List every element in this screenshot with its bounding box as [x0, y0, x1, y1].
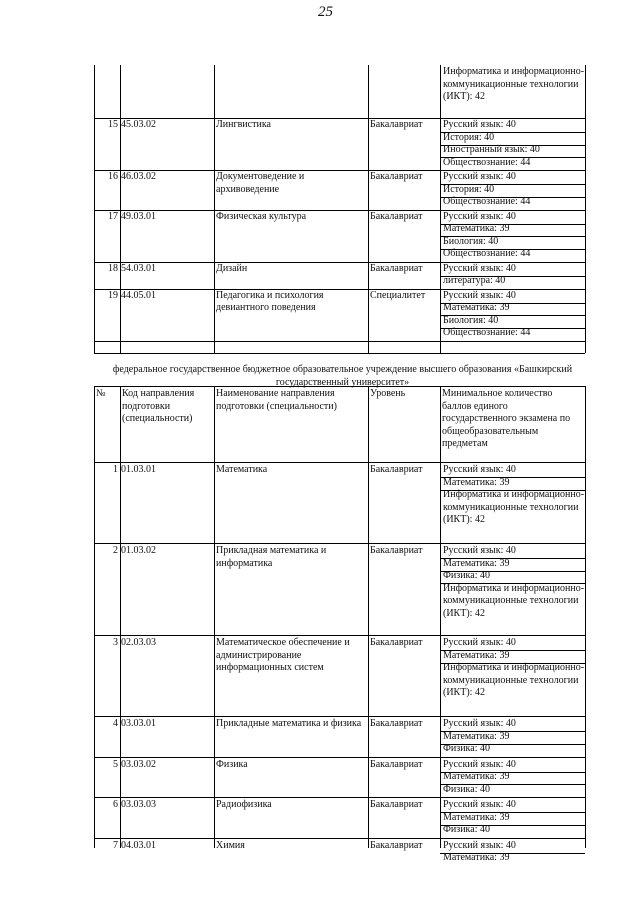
- col-number-header: №: [96, 388, 106, 399]
- row-number: 18: [108, 262, 118, 274]
- col-min-score-header: баллов единого: [442, 400, 508, 412]
- row-number: 19: [108, 289, 118, 301]
- subject-score: Русский язык: 40: [443, 637, 516, 648]
- row-number: 16: [108, 171, 118, 182]
- row-divider: [94, 462, 585, 463]
- subject-score: коммуникационные технологии: [443, 595, 579, 606]
- subject-score: Иностранный язык: 40: [443, 144, 540, 155]
- subject-score: Математика: 39: [443, 476, 510, 488]
- subject-score: Русский язык: 40: [443, 758, 516, 770]
- subject-score: Обществознание: 44: [443, 156, 531, 168]
- subject-score: Математика: 39: [443, 557, 510, 569]
- university-heading: государственный университет»: [275, 376, 410, 388]
- row-divider: [94, 757, 585, 758]
- education-level: Бакалавриат: [370, 171, 423, 182]
- subject-score: литература: 40: [443, 275, 506, 286]
- education-level: Бакалавриат: [370, 637, 423, 648]
- subject-score: коммуникационные технологии: [443, 501, 579, 513]
- direction-code: 45.03.02: [121, 119, 156, 130]
- direction-code: 54.03.01: [121, 262, 156, 274]
- education-level: Бакалавриат: [370, 839, 423, 851]
- subject-score: Информатика и информационно-: [443, 662, 585, 673]
- col-min-score-header: государственного экзамена по: [442, 413, 571, 424]
- column-divider: [440, 386, 441, 848]
- subject-score: (ИКТ): 42: [443, 91, 485, 102]
- direction-name: Математика: [216, 464, 268, 475]
- col-level-header: Уровень: [370, 388, 406, 399]
- direction-code: 44.05.01: [121, 289, 156, 301]
- page-number: 25: [318, 4, 333, 20]
- column-divider: [214, 65, 215, 353]
- col-code-header: подготовки: [122, 400, 171, 412]
- subject-score: Математика: 39: [443, 302, 510, 313]
- column-divider: [368, 386, 369, 848]
- column-divider: [585, 65, 586, 353]
- column-divider: [94, 386, 95, 848]
- direction-name: Математическое обеспечение и: [216, 637, 350, 648]
- direction-name: архивоведение: [216, 183, 280, 195]
- subject-score: Информатика и информационно-: [443, 489, 585, 500]
- education-level: Бакалавриат: [370, 758, 423, 770]
- row-number: 15: [108, 119, 118, 130]
- subject-score: Русский язык: 40: [443, 210, 516, 222]
- education-level: Бакалавриат: [370, 119, 423, 130]
- subject-score: Русский язык: 40: [443, 799, 516, 810]
- subject-score: Математика: 39: [443, 223, 510, 234]
- row-number: 2: [113, 545, 118, 556]
- row-number: 17: [108, 210, 118, 222]
- direction-code: 03.03.02: [121, 758, 156, 770]
- col-min-score-header: Минимальное количество: [442, 388, 553, 399]
- direction-name: Химия: [216, 839, 245, 851]
- col-code-header: (специальности): [122, 413, 193, 424]
- col-name-header: Наименование направления: [216, 388, 335, 399]
- direction-code: 01.03.02: [121, 545, 156, 556]
- direction-name: администрирование: [216, 649, 302, 661]
- col-name-header: подготовки (специальности): [216, 400, 337, 412]
- subject-score: (ИКТ): 42: [443, 514, 485, 525]
- subject-score: Физика: 40: [443, 824, 490, 835]
- row-number: 5: [113, 758, 118, 770]
- subject-score: Физика: 40: [443, 783, 490, 795]
- direction-name: Лингвистика: [216, 119, 271, 130]
- column-divider: [120, 65, 121, 353]
- col-min-score-header: предметам: [442, 438, 488, 449]
- subject-score: Русский язык: 40: [443, 289, 516, 301]
- row-divider: [94, 797, 585, 798]
- row-divider: [94, 543, 585, 544]
- education-level: Бакалавриат: [370, 210, 423, 222]
- subject-score: Обществознание: 44: [443, 196, 531, 207]
- education-level: Бакалавриат: [370, 799, 423, 810]
- education-level: Бакалавриат: [370, 545, 423, 556]
- direction-code: 46.03.02: [121, 171, 156, 182]
- subject-score: Физика: 40: [443, 570, 490, 581]
- row-number: 7: [113, 839, 118, 851]
- subject-score: Русский язык: 40: [443, 464, 516, 475]
- direction-name: девиантного поведения: [216, 302, 316, 313]
- direction-code: 01.03.01: [121, 464, 156, 475]
- subject-score: коммуникационные технологии: [443, 674, 579, 686]
- education-level: Специалитет: [370, 289, 426, 301]
- subject-score: (ИКТ): 42: [443, 607, 485, 619]
- column-divider: [585, 386, 586, 848]
- subject-score: коммуникационные технологии: [443, 78, 579, 90]
- subject-score: Математика: 39: [443, 730, 510, 742]
- direction-name: информатика: [216, 557, 273, 569]
- subject-score: Обществознание: 44: [443, 248, 531, 259]
- row-divider: [94, 635, 585, 636]
- column-divider: [368, 65, 369, 353]
- university-heading: федеральное государственное бюджетное образовательное учреждение высшего образования «Башкирский: [112, 363, 573, 375]
- direction-code: 02.03.03: [121, 637, 156, 648]
- column-divider: [94, 65, 95, 353]
- subject-score: История: 40: [443, 183, 495, 195]
- subject-score: Математика: 39: [443, 852, 510, 863]
- subject-score: Математика: 39: [443, 649, 510, 661]
- subject-score: Русский язык: 40: [443, 119, 516, 130]
- direction-name: Педагогика и психология: [216, 289, 324, 301]
- subject-score: Биология: 40: [443, 235, 499, 247]
- row-number: 1: [113, 464, 118, 475]
- column-divider: [214, 386, 215, 848]
- subject-score: Русский язык: 40: [443, 545, 516, 556]
- row-number: 3: [113, 637, 118, 648]
- direction-code: 04.03.01: [121, 839, 156, 851]
- row-number: 6: [113, 799, 118, 810]
- direction-name: Физика: [216, 758, 248, 770]
- direction-code: 03.03.03: [121, 799, 156, 810]
- education-level: Бакалавриат: [370, 262, 423, 274]
- subject-score: Русский язык: 40: [443, 839, 516, 851]
- direction-name: Радиофизика: [216, 799, 272, 810]
- subject-score: История: 40: [443, 131, 495, 143]
- direction-code: 03.03.01: [121, 718, 156, 729]
- direction-name: информационных систем: [216, 662, 324, 673]
- subject-score: Математика: 39: [443, 811, 510, 823]
- row-number: 4: [113, 718, 118, 729]
- subject-score: Русский язык: 40: [443, 262, 516, 274]
- subject-score: Физика: 40: [443, 743, 490, 754]
- subject-score: Биология: 40: [443, 314, 499, 326]
- direction-name: Документоведение и: [216, 171, 305, 182]
- row-divider: [94, 353, 585, 354]
- column-divider: [440, 65, 441, 353]
- education-level: Бакалавриат: [370, 718, 423, 729]
- direction-name: Физическая культура: [216, 210, 307, 222]
- subject-score: Русский язык: 40: [443, 171, 516, 182]
- row-divider: [94, 341, 585, 342]
- subject-score: (ИКТ): 42: [443, 687, 485, 698]
- direction-code: 49.03.01: [121, 210, 156, 222]
- col-code-header: Код направления: [122, 388, 195, 399]
- direction-name: Прикладные математика и физика: [216, 718, 362, 729]
- subject-score: Обществознание: 44: [443, 327, 531, 338]
- direction-name: Дизайн: [216, 262, 248, 274]
- direction-name: Прикладная математика и: [216, 545, 327, 556]
- col-min-score-header: общеобразовательным: [442, 425, 539, 437]
- row-divider: [94, 838, 585, 839]
- subject-score: Информатика и информационно-: [443, 66, 585, 77]
- row-divider: [94, 716, 585, 717]
- subject-score: Русский язык: 40: [443, 718, 516, 729]
- header-top-border: [94, 386, 585, 387]
- education-level: Бакалавриат: [370, 464, 423, 475]
- subject-score: Информатика и информационно-: [443, 582, 585, 594]
- subject-score: Математика: 39: [443, 771, 510, 782]
- column-divider: [120, 386, 121, 848]
